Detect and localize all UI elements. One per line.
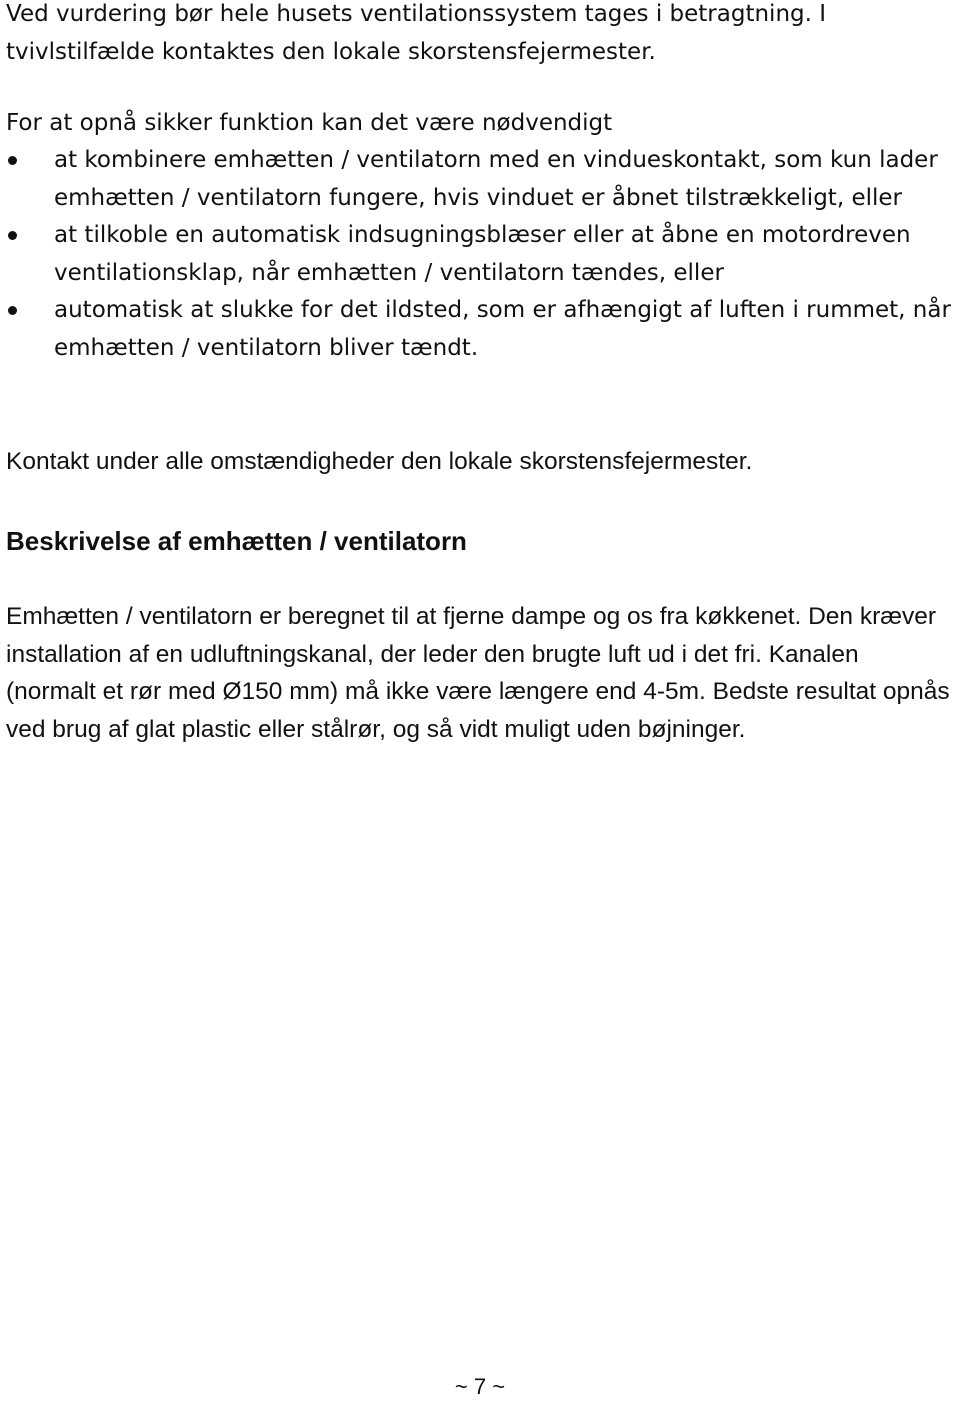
bullet-icon: [8, 156, 17, 165]
list-item: [0, 142, 960, 217]
list-item: [0, 292, 960, 367]
requirement-intro: For at opnå sikker funktion kan det være nødvendigt: [6, 110, 613, 136]
section-heading: Beskrivelse af emhætten / ventilatorn: [6, 526, 467, 556]
description-paragraph: Emhætten / ventilatorn er beregnet til at fjerne dampe og os fra køkkenet. Den kræver installation af en udluftningskanal, der leder den brugte luft ud i det fri. Kanalen (normalt et rør med Ø150 mm) må ikke være længere end 4-5m. Bedste resultat opnås ved brug af glat plastic eller stålrør, og så vidt muligt uden bøjninger.: [6, 603, 950, 743]
requirement-list: [0, 142, 960, 367]
page-number: ~ 7 ~: [454, 1374, 506, 1399]
intro-paragraph: Ved vurdering bør hele husets ventilationssystem tages i betragtning. I tvivlstilfælde kontaktes den lokale skorstensfejermester.: [6, 1, 827, 65]
bullet-icon: [8, 306, 17, 315]
list-item-text: at kombinere emhætten / ventilatorn med en vindueskontakt, som kun lader emhætten / ventilatorn fungere, hvis vinduet er åbnet tilstrækkeligt, eller: [54, 147, 938, 211]
list-item-text: at tilkoble en automatisk indsugningsblæser eller at åbne en motordreven ventilationsklap, når emhætten / ventilatorn tændes, eller: [54, 222, 911, 286]
bullet-icon: [8, 231, 17, 240]
list-item-text: automatisk at slukke for det ildsted, som er afhængigt af luften i rummet, når emhætten / ventilatorn bliver tændt.: [54, 297, 951, 361]
contact-paragraph: Kontakt under alle omstændigheder den lokale skorstensfejermester.: [6, 448, 753, 475]
list-item: [0, 217, 960, 292]
